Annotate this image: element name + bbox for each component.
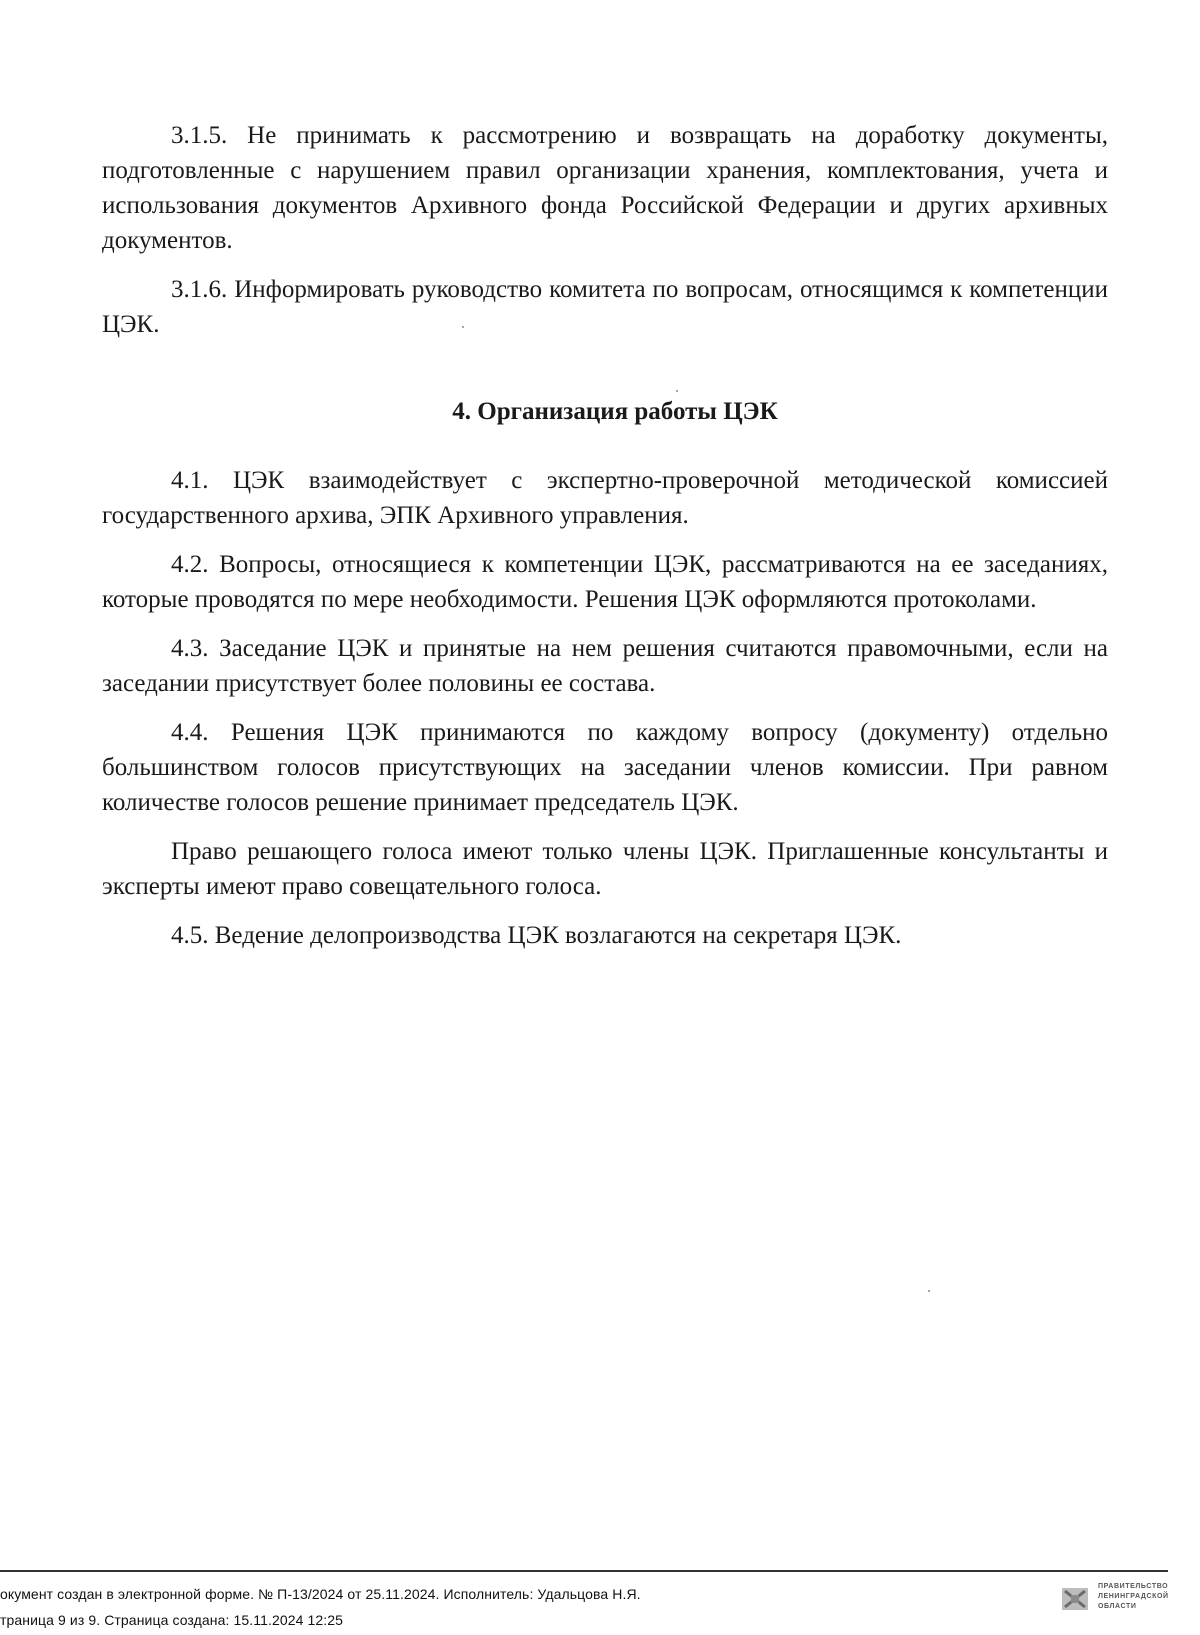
paragraph-4-5: 4.5. Ведение делопроизводства ЦЭК возлагаются на секретаря ЦЭК. xyxy=(171,922,902,949)
footer-page-info: траница 9 из 9. Страница создана: 15.11.2024 12:25 xyxy=(0,1612,344,1628)
coat-of-arms-icon xyxy=(1062,1588,1088,1610)
paragraph-voting-right: Право решающего голоса имеют только члены ЦЭК. Приглашенные консультанты и эксперты имеют право совещательного голоса. xyxy=(102,838,1108,900)
org-name xyxy=(1098,1582,1169,1612)
scan-speck xyxy=(462,326,464,328)
paragraph-4-4: 4.4. Решения ЦЭК принимаются по каждому вопросу (документу) отдельно большинством голосов присутствующих на заседании членов комиссии. При равном количестве голосов решение принимает председатель ЦЭК. xyxy=(102,719,1108,816)
org-name-line: ОБЛАСТИ xyxy=(1098,1603,1137,1610)
section-title: 4. Организация работы ЦЭК xyxy=(452,398,778,425)
paragraph-4-2: 4.2. Вопросы, относящиеся к компетенции ЦЭК, рассматриваются на ее заседаниях, которые проводятся по мере необходимости. Решения ЦЭК оформляются протоколами. xyxy=(102,551,1108,613)
footer-divider xyxy=(0,1570,1168,1572)
org-logo xyxy=(1062,1580,1200,1630)
paragraph-4-1: 4.1. ЦЭК взаимодействует с экспертно-проверочной методической комиссией государственного архива, ЭПК Архивного управления. xyxy=(102,467,1108,529)
paragraph-4-3: 4.3. Заседание ЦЭК и принятые на нем решения считаются правомочными, если на заседании присутствует более половины ее состава. xyxy=(102,635,1108,697)
scan-speck xyxy=(676,390,678,392)
org-name-line: ЛЕНИНГРАДСКОЙ xyxy=(1098,1593,1169,1600)
paragraph-3-1-6: 3.1.6. Информировать руководство комитета по вопросам, относящимся к компетенции ЦЭК. xyxy=(102,276,1108,338)
scan-speck xyxy=(928,1290,930,1292)
org-name-line: ПРАВИТЕЛЬСТВО xyxy=(1098,1583,1169,1590)
paragraph-3-1-5: 3.1.5. Не принимать к рассмотрению и возвращать на доработку документы, подготовленные с нарушением правил организации хранения, комплектования, учета и использования документов Архивного фонда Российской Федерации и других архивных документов. xyxy=(102,122,1108,254)
footer-document-info: окумент создан в электронной форме. № П-13/2024 от 25.11.2024. Исполнитель: Удальцова Н.Я. xyxy=(0,1586,641,1602)
document-body xyxy=(102,118,1108,967)
